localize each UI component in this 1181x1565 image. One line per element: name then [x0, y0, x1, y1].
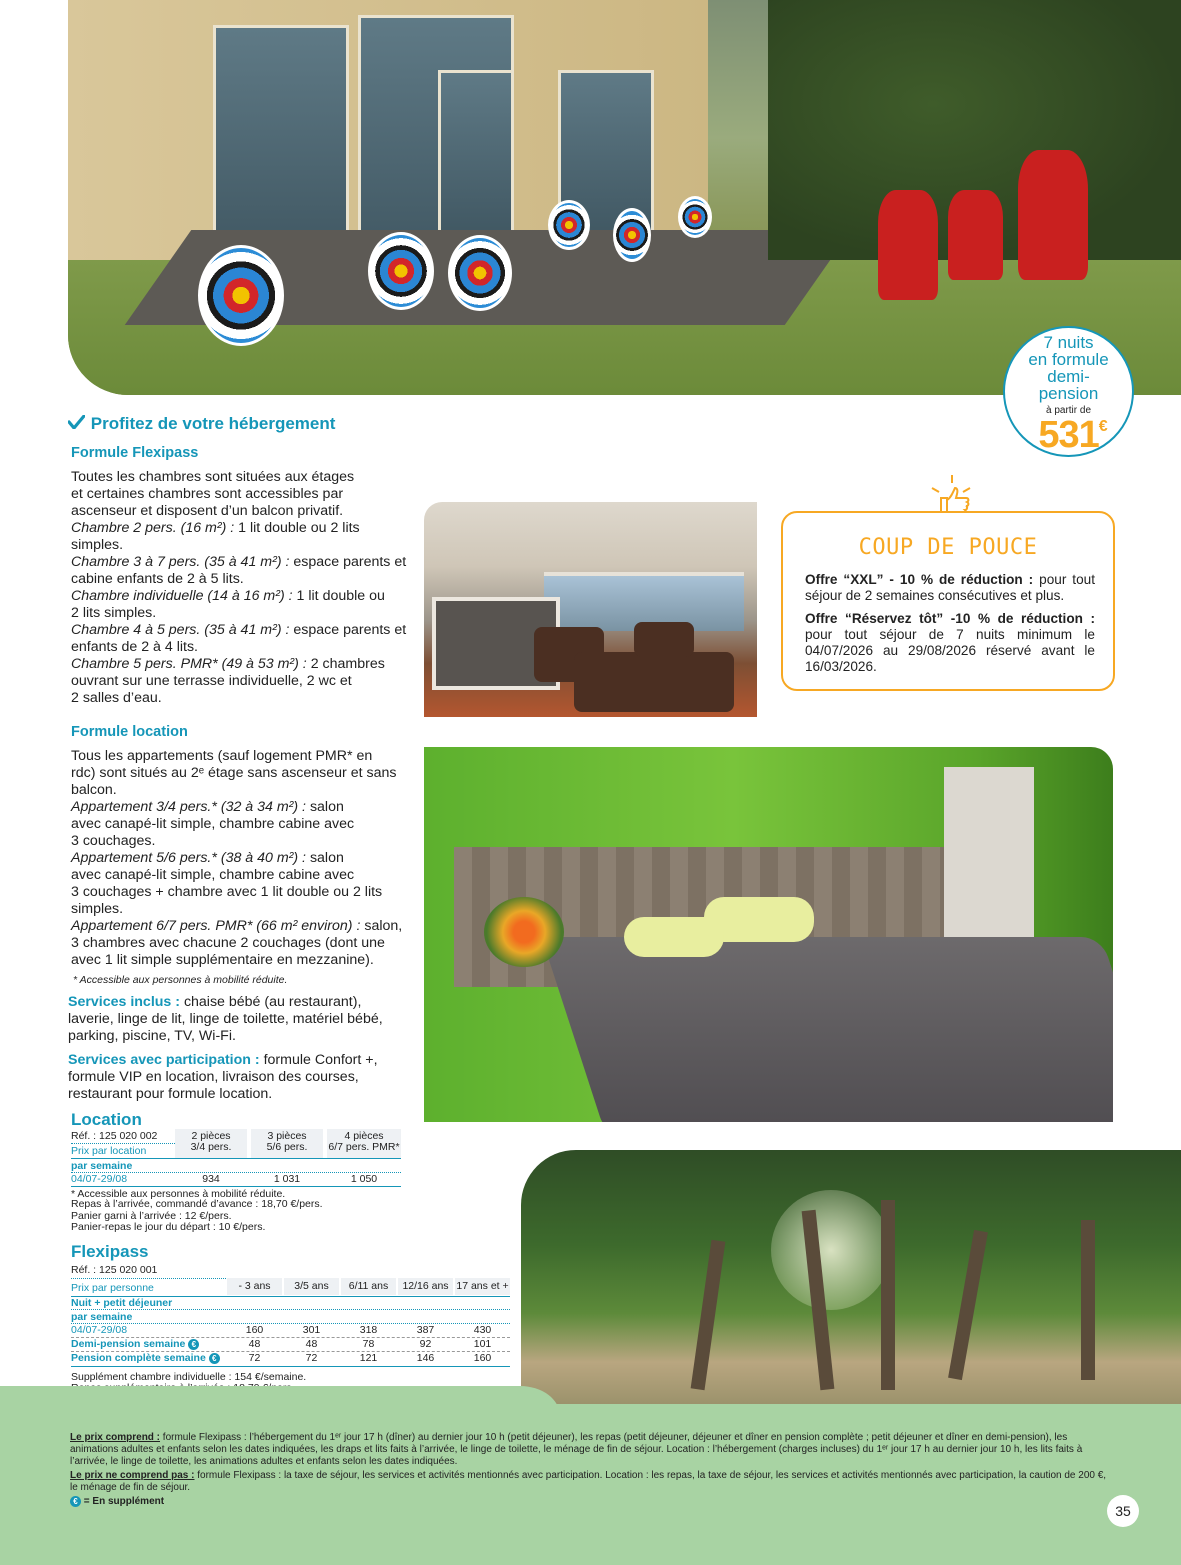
flexipass-table-title: Flexipass	[71, 1242, 149, 1261]
price-badge	[1003, 326, 1134, 457]
tree-trunk	[881, 1200, 895, 1390]
flexipass-subhead: Formule Flexipass	[71, 445, 199, 461]
divider	[71, 1158, 401, 1159]
photo-lounge	[424, 502, 757, 717]
flexipass-cell: 387	[416, 1324, 435, 1336]
flexipass-cell: 146	[416, 1352, 435, 1364]
flexipass-cell: 101	[473, 1338, 492, 1350]
sunlight	[771, 1190, 891, 1310]
divider	[71, 1278, 226, 1279]
tree-trunk	[1081, 1220, 1095, 1380]
price-value: 531€	[1038, 414, 1107, 456]
divider	[71, 1186, 401, 1187]
door	[438, 70, 514, 246]
euro-badge-icon: €	[209, 1353, 220, 1364]
location-note: Panier-repas le jour du départ : 10 €/pers.	[71, 1221, 266, 1233]
flexipass-row-label: Pension complète semaine €	[71, 1352, 220, 1364]
price-from-label: à partir de	[1045, 405, 1092, 416]
location-table-title: Location	[71, 1110, 142, 1129]
price-badge-title: 7 nuits en formule demi- pension	[1028, 333, 1109, 403]
flexipass-cell: 72	[305, 1352, 318, 1364]
supplement-legend: € = En supplément	[70, 1496, 1110, 1508]
offer-xxl: Offre “XXL” - 10 % de réduction : pour tout séjour de 2 semaines consécutives et plus.	[805, 572, 1095, 603]
footer-curve	[0, 1386, 560, 1426]
location-note: Panier garni à l’arrivée : 12 €/pers.	[71, 1210, 232, 1222]
flexipass-row-label: Demi-pension semaine €	[71, 1338, 199, 1350]
flexipass-row-label: 04/07-29/08	[71, 1324, 128, 1336]
location-cell: 934	[202, 1173, 220, 1185]
archery-target	[678, 196, 712, 238]
price-includes: Le prix comprend : formule Flexipass : l’hébergement du 1ᵉʳ jour 17 h (dîner) au dernier jour 10 h (petit déjeuner), les repas (petit déjeuner, déjeuner et dîner en pension complète ; petit déjeuner et dîner en demi-pension), les animations adultes et enfants selon les dates indiquées, les draps et lits faits à l’arrivée, le linge de toilette, le ménage de fin de séjour. Location : l’hébergement (charges incluses) du 1ᵉʳ jour 17 h au dernier jour 10 h, les lits faits à l’arrivée, le linge de toilette, les animations adultes et enfants selon les dates indiquées.	[70, 1432, 1083, 1467]
flexipass-cell: 160	[245, 1324, 264, 1336]
location-period-label: par semaine	[71, 1160, 133, 1172]
archery-target	[368, 232, 434, 310]
flexipass-cell: 301	[302, 1324, 321, 1336]
pmr-note: * Accessible aux personnes à mobilité réduite.	[73, 974, 288, 986]
services-participation: Services avec participation : formule Confort +, formule VIP en location, livraison des courses, restaurant pour formule location.	[68, 1052, 378, 1102]
euro-badge-icon: €	[70, 1496, 81, 1507]
armchair	[634, 622, 694, 657]
flexipass-cell: 160	[473, 1352, 492, 1364]
location-cell: 1 050	[350, 1173, 378, 1185]
flexipass-col-header: 3/5 ans	[284, 1278, 339, 1295]
coup-de-pouce-box	[781, 511, 1115, 691]
archery-target	[548, 200, 590, 250]
price-excludes: Le prix ne comprend pas : formule Flexipass : la taxe de séjour, les services et activités mentionnés avec participation. Location : les repas, la taxe de séjour, les services et activités mentionnés avec participation, la caution de 200 €, le ménage de fin de séjour.	[70, 1470, 1107, 1493]
archery-target	[613, 208, 651, 262]
archery-target	[448, 235, 512, 311]
flexipass-cell: 92	[419, 1338, 432, 1350]
flowers	[484, 897, 564, 967]
coup-de-pouce-title: COUP DE POUCE	[858, 535, 1038, 560]
child-archer	[948, 190, 1003, 280]
location-col-header: 4 pièces 6/7 pers. PMR*	[327, 1129, 401, 1158]
location-row-label: 04/07-29/08	[71, 1173, 128, 1185]
divider	[71, 1366, 510, 1367]
pillow	[624, 917, 724, 957]
footer-band	[0, 1404, 1181, 1565]
bed	[542, 937, 1113, 1122]
flexipass-note: Supplément chambre individuelle : 154 €/semaine.	[71, 1371, 307, 1383]
flexipass-period-label: par semaine	[71, 1311, 133, 1323]
location-note: * Accessible aux personnes à mobilité réduite.	[71, 1188, 286, 1200]
child-archer	[878, 190, 938, 300]
check-icon	[68, 414, 86, 434]
divider	[71, 1143, 175, 1144]
photo-bedroom	[424, 747, 1113, 1122]
flexipass-col-header: 17 ans et +	[455, 1278, 510, 1295]
photo-park	[521, 1150, 1181, 1422]
tree-trunk	[948, 1230, 988, 1380]
child-archer	[1018, 150, 1088, 280]
flexipass-ref: Réf. : 125 020 001	[71, 1264, 158, 1276]
flexipass-cell: 78	[362, 1338, 375, 1350]
flexipass-cell: 72	[248, 1352, 261, 1364]
flexipass-col-header: 12/16 ans	[398, 1278, 453, 1295]
location-price-label: Prix par location	[71, 1145, 147, 1157]
location-col-header: 2 pièces 3/4 pers.	[175, 1129, 247, 1158]
location-note: Repas à l’arrivée, commandé d’avance : 18,70 €/pers.	[71, 1198, 323, 1210]
location-description: Tous les appartements (sauf logement PMR* en rdc) sont situés au 2ᵉ étage sans ascenseur et sans balcon. Appartement 3/4 pers.* (32 à 34 m²) : salon avec canapé-lit simple, chambre cabine avec 3 couchages. Appartement 5/6 pers.* (38 à 40 m²) : salon avec canapé-lit simple, chambre cabine avec 3 couchages + chambre avec 1 lit double ou 2 lits simples. Appartement 6/7 pers. PMR* (66 m² environ) : salon, 3 chambres avec chacune 2 couchages (dont une avec 1 lit simple supplémentaire en mezzanine).	[71, 748, 403, 968]
location-subhead: Formule location	[71, 724, 188, 740]
flexipass-col-header: 6/11 ans	[341, 1278, 396, 1295]
location-ref: Réf. : 125 020 002	[71, 1130, 158, 1142]
flexipass-cell: 430	[473, 1324, 492, 1336]
flexipass-cell: 318	[359, 1324, 378, 1336]
sofa	[574, 652, 734, 712]
flexipass-cell: 48	[305, 1338, 318, 1350]
tree-trunk	[691, 1240, 726, 1390]
flexipass-col-header: - 3 ans	[227, 1278, 282, 1295]
flexipass-cell: 48	[248, 1338, 261, 1350]
euro-badge-icon: €	[188, 1339, 199, 1350]
location-cell: 1 031	[273, 1173, 301, 1185]
location-col-header: 3 pièces 5/6 pers.	[251, 1129, 323, 1158]
services-included: Services inclus : chaise bébé (au restaurant), laverie, linge de lit, linge de toilette, matériel bébé, parking, piscine, TV, Wi-Fi.	[68, 994, 383, 1044]
offer-reservez-tot: Offre “Réservez tôt” -10 % de réduction : pour tout séjour de 7 nuits minimum le 04/07/2026 au 29/08/2026 réservé avant le 16/03/2026.	[805, 611, 1095, 674]
flexipass-description: Toutes les chambres sont situées aux étages et certaines chambres sont accessibles par ascenseur et disposent d’un balcon privatif. Chambre 2 pers. (16 m²) : 1 lit double ou 2 lits simples. Chambre 3 à 7 pers. (35 à 41 m²) : espace parents et cabine enfants de 2 à 5 lits. Chambre individuelle (14 à 16 m²) : 1 lit double ou 2 lits simples. Chambre 4 à 5 pers. (35 à 41 m²) : espace parents et enfants de 2 à 4 lits. Chambre 5 pers. PMR* (49 à 53 m²) : 2 chambres ouvrant sur une terrasse individuelle, 2 wc et 2 salles d’eau.	[71, 469, 407, 706]
flexipass-cell: 121	[359, 1352, 378, 1364]
archery-target	[198, 245, 284, 346]
page-number: 35	[1107, 1495, 1139, 1527]
flexipass-formula: Nuit + petit déjeuner	[71, 1297, 173, 1309]
divider	[71, 1309, 510, 1310]
flexipass-price-label: Prix par personne	[71, 1282, 154, 1294]
section-heading: Profitez de votre hébergement	[68, 414, 335, 434]
